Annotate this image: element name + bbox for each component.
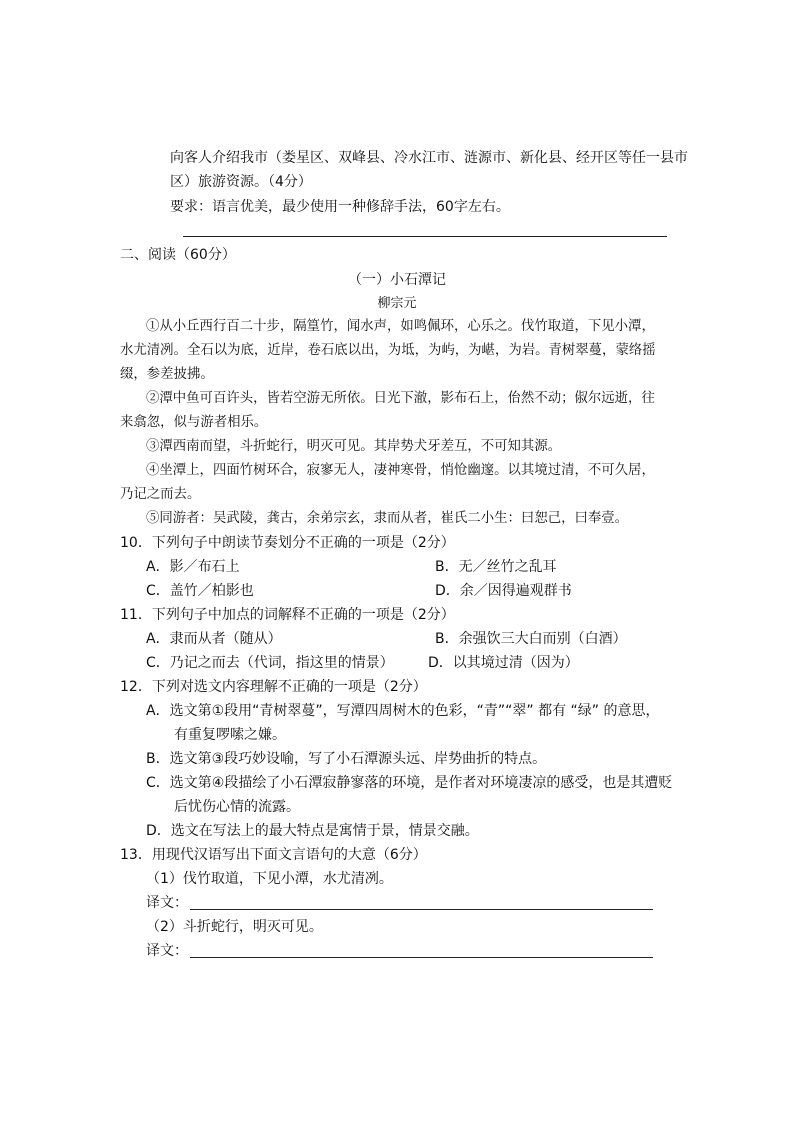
q13-translation-1-label: 译文：	[146, 895, 188, 911]
passage-p3-line-1: ③潭西南而望，斗折蛇行，明灭可见。其岸势犬牙差互，不可知其源。	[146, 439, 562, 454]
passage-title: （一）小石潭记	[348, 272, 446, 288]
passage-p2-line-1: ②潭中鱼可百许头，皆若空游无所依。日光下澈，影布石上，佁然不动；俶尔远逝，往	[146, 391, 655, 406]
answer-line-intro	[183, 236, 667, 237]
q12-option-a-line-1: A．选文第①段用“青树翠蔓”，写潭四周树木的色彩，“青”“翠” 都有 “绿” 的意思，	[146, 703, 660, 719]
passage-p4-line-2: 乃记之而去。	[120, 487, 201, 502]
passage-p1-line-2: 水尤清冽。全石以为底，近岸，卷石底以出，为坻，为屿，为嵁，为岩。青树翠蔓，蒙络摇	[120, 343, 656, 358]
q13-answer-line-2[interactable]	[190, 957, 653, 958]
q10-option-c: C．盖竹／柏影也	[146, 583, 254, 599]
q11-stem: 11．下列句子中加点的词解释不正确的一项是（2分）	[120, 607, 455, 623]
q13-answer-line-1[interactable]	[190, 909, 653, 910]
q11-option-d: D．以其境过清（因为）	[428, 655, 579, 671]
q13-sentence-2: （2）斗折蛇行，明灭可见。	[146, 919, 323, 935]
q10-option-a: A．影／布石上	[146, 559, 240, 575]
q10-stem: 10．下列句子中朗读节奏划分不正确的一项是（2分）	[120, 535, 455, 551]
q13-translation-2-label: 译文：	[146, 943, 188, 959]
passage-p1-line-3: 缀，参差披拂。	[120, 367, 214, 382]
q10-option-d: D．余／因得遍观群书	[435, 583, 572, 599]
passage-p1-line-1: ①从小丘西行百二十步，隔篁竹，闻水声，如鸣佩环，心乐之。伐竹取道，下见小潭，	[146, 319, 655, 334]
passage-p5-line-1: ⑤同游者：吴武陵，龚古，余弟宗玄，隶而从者，崔氏二小生：曰恕己，曰奉壹。	[146, 511, 629, 526]
q11-option-b: B．余强饮三大白而别（白酒）	[435, 631, 627, 647]
intro-line-2: 区）旅游资源。（4分）	[170, 174, 312, 190]
q11-option-c: C．乃记之而去（代词，指这里的情景）	[146, 655, 394, 671]
q11-option-a: A．隶而从者（随从）	[146, 631, 282, 647]
q12-stem: 12．下列对选文内容理解不正确的一项是（2分）	[120, 679, 427, 695]
q12-option-b: B．选文第③段巧妙设喻，写了小石潭源头远、岸势曲折的特点。	[146, 751, 547, 767]
section-heading: 二、阅读（60分）	[120, 247, 236, 263]
q10-option-b: B．无／丝竹之乱耳	[435, 559, 557, 575]
q12-option-c-line-1: C．选文第④段描绘了小石潭寂静寥落的环境，是作者对环境凄凉的感受，也是其遭贬	[146, 775, 673, 791]
passage-author: 柳宗元	[377, 296, 417, 311]
q13-stem: 13．用现代汉语写出下面文言语句的大意（6分）	[120, 847, 427, 863]
q12-option-d: D．选文在写法上的最大特点是寓情于景，情景交融。	[146, 823, 479, 839]
q12-option-a-line-2: 有重复啰嗦之嫌。	[174, 727, 286, 743]
passage-p2-line-2: 来翕忽，似与游者相乐。	[120, 415, 268, 430]
q13-sentence-1: （1）伐竹取道，下见小潭，水尤清冽。	[146, 871, 393, 887]
intro-line-1: 向客人介绍我市（娄星区、双峰县、冷水江市、涟源市、新化县、经开区等任一县市	[170, 150, 688, 166]
intro-requirement: 要求：语言优美，最少使用一种修辞手法，60字左右。	[170, 199, 510, 215]
passage-p4-line-1: ④坐潭上，四面竹树环合，寂寥无人，凄神寒骨，悄怆幽邃。以其境过清，不可久居，	[146, 463, 655, 478]
q12-option-c-line-2: 后忧伤心情的流露。	[174, 799, 300, 815]
